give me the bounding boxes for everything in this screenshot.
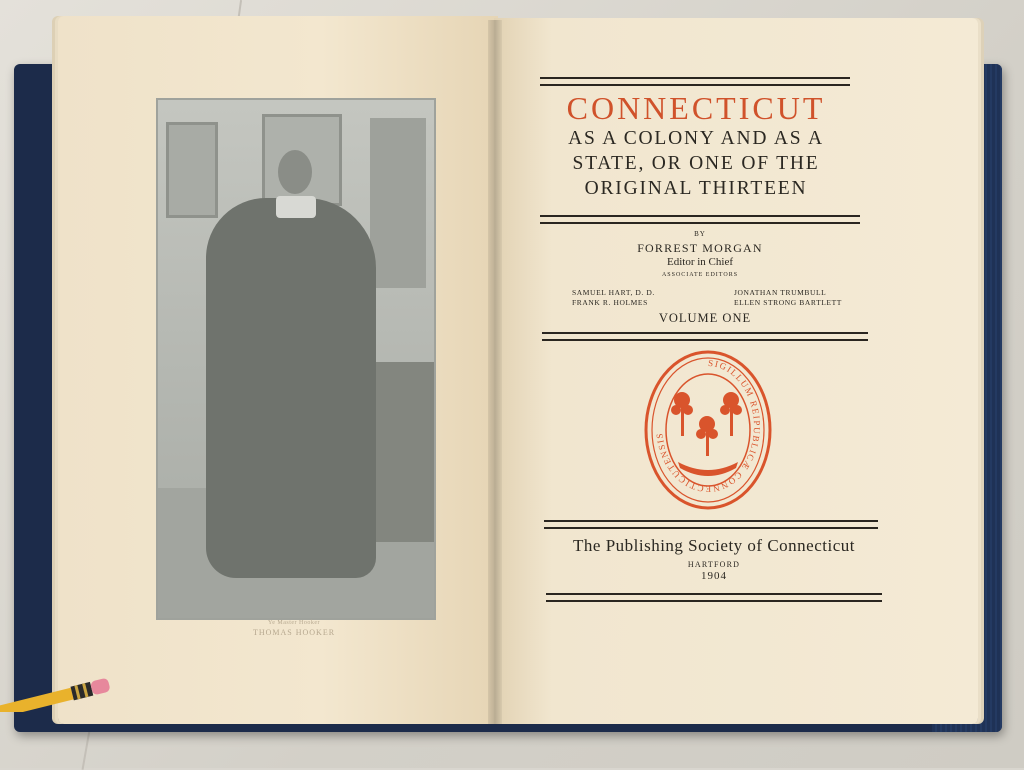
connecticut-seal-icon — [644, 350, 772, 510]
editor-name: FRANK R. HOLMES — [572, 298, 648, 307]
editor-name: SAMUEL HART, D. D. — [572, 288, 655, 297]
publication-year: 1904 — [701, 570, 727, 582]
subtitle-line: STATE, OR ONE OF THE — [572, 153, 820, 174]
title-rule-bottom — [540, 222, 860, 224]
portrait-collar — [276, 196, 316, 218]
volume-rule — [542, 339, 868, 341]
author-name: FORREST MORGAN — [637, 241, 763, 255]
publisher-rule — [546, 593, 882, 595]
author-role: Editor in Chief — [667, 256, 733, 268]
frontispiece-portrait — [156, 98, 436, 620]
publisher-rule — [544, 520, 878, 522]
book-title: CONNECTICUT — [566, 90, 826, 126]
subtitle-line: ORIGINAL THIRTEEN — [584, 178, 808, 199]
portrait-pillar — [370, 118, 426, 288]
caption-name: THOMAS HOOKER — [252, 628, 336, 637]
pencil-icon — [0, 676, 132, 712]
editors-left — [572, 288, 655, 308]
volume-label: VOLUME ONE — [658, 311, 752, 325]
subtitle-line: AS A COLONY AND AS A — [568, 128, 824, 149]
editor-name: JONATHAN TRUMBULL — [734, 288, 827, 297]
portrait-head — [278, 150, 312, 194]
volume-rule — [542, 332, 868, 334]
publisher-rule — [544, 527, 878, 529]
associate-editors-label: ASSOCIATE EDITORS — [661, 272, 739, 278]
book-subtitle — [532, 126, 860, 201]
editor-name: ELLEN STRONG BARTLETT — [734, 298, 842, 307]
publisher-block — [536, 536, 892, 582]
title-rule-top — [540, 84, 850, 86]
book-gutter — [488, 20, 502, 724]
publisher-name: The Publishing Society of Connecticut — [573, 536, 855, 555]
title-rule-bottom — [540, 215, 860, 217]
grapevine-icon — [671, 392, 742, 476]
by-label: BY — [694, 230, 706, 238]
frontispiece-caption — [156, 620, 432, 637]
editors-right — [734, 288, 842, 308]
title-rule-top — [540, 77, 850, 79]
caption-small: Ye Master Hooker — [267, 620, 321, 626]
publisher-city: HARTFORD — [687, 560, 741, 569]
seal-ring-text: SIGILLUM REIPUBLICÆ CONNECTICUTENSIS — [654, 357, 763, 495]
portrait-window — [166, 122, 218, 218]
byline — [540, 230, 860, 278]
publisher-rule — [546, 600, 882, 602]
portrait-figure — [206, 198, 376, 578]
